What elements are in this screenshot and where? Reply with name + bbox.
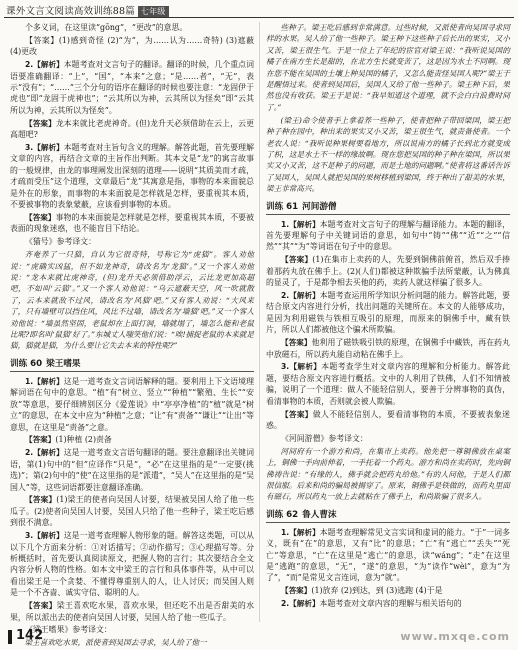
answer-tag: 2.【解析】: [25, 448, 64, 458]
paragraph-text: 《猫号》参考译文：: [25, 237, 97, 247]
answer-paragraph: [266, 290, 510, 336]
paragraph-text: 本题考查对文章内容的理解与相关语句的: [319, 599, 462, 609]
answer-tag: 1.【解析】: [25, 376, 64, 386]
translation-paragraph: [266, 115, 510, 195]
section-heading: [10, 358, 254, 372]
section-title: 河间游僧: [302, 201, 337, 212]
paragraph-text: 梁王喜欢吃水果，喜欢水果，但还吃不出是否甜美的水果，所以派出去的使者向吴国人讨要，吴国人给了他一些瓜子。: [10, 601, 254, 622]
answer-tag: 【答案】: [25, 118, 56, 128]
grade-badge: 七年级: [138, 6, 169, 17]
paragraph-text: 个多义词，在这里读“gōng”，“更改”的意思。: [25, 23, 188, 32]
answer-paragraph: [10, 434, 254, 445]
section-heading: [266, 201, 510, 215]
paragraph-text: 这是一道考查理解人物形象的题。解答这类题，可以从以下几个方面来分析：①对话描写；②动作描写；③心理描写等。分析概括时，首先要认真阅读原文，把握人物的言行；其次要结合全文内容分析人物的性格。如本文中梁王的言行和具体事件等，从中可以看出梁王是一个贪婪、不懂得尊重别人的人，让人讨厌；而吴国人则是一个不吝啬、诚实守信、聪明的人。: [10, 531, 254, 598]
answer-paragraph: [10, 142, 254, 210]
answer-paragraph: [10, 236, 254, 247]
paragraph-text: (1)梁王的使者向吴国人讨要，结果被吴国人给了他一些瓜子。(2)使者向吴国人讨要，吴国人只给了他一些种子，梁王吃后感到很不满意。: [10, 495, 255, 528]
answer-paragraph: [10, 59, 254, 116]
paragraph-text: 做人不能轻信别人，要看清事物的本质，不要被表象迷惑。: [266, 409, 510, 430]
paragraph-text: 本题考查理解常见文言实词和虚词的能力。“于”一词多义，既有“在”的意思，又有“比”的意思；“亡”有“逃亡”“丢失”“死亡”等意思，“亡”在这里是“逃亡”的意思，读“wáng”；“走”在这里是“逃跑”的意思，“无”，“遂”的意思，“为”读作“wèi”，意为“为了”，“而”是常见文言连词，意为“就”。: [266, 527, 510, 583]
answer-tag: 2.【解析】: [281, 291, 320, 301]
answer-paragraph: [10, 530, 254, 598]
book-title: [6, 3, 169, 17]
answer-paragraph: [266, 598, 510, 609]
answer-paragraph: [10, 494, 254, 528]
answer-paragraph: [266, 254, 510, 288]
watermark-logo: www.mxqe.com: [400, 630, 510, 643]
paragraph-text: 齐奄养了一只猫，自认为它很奇特，号称它为“虎猫”。客人劝他说：“虎确实凶猛，但不如龙神奇，请改名为‘龙猫’。”又一个客人劝他说：“龙本来就比虎神奇，(但)龙升天必须借助浮云，云比龙更加高超吧，不如叫‘云猫’。”又一个客人劝他说：“乌云遮蔽天空，风一吹就散了，云本来就敌不过风，请改名为‘风猫’吧。”又有客人劝说：“大风来了，只有墙壁可以挡住风，风比不过墙，请改名为‘墙猫’吧。”又一个客人劝他说：“墙虽然坚固，老鼠却在上面打洞，墙就塌了，墙怎么能和老鼠比呢?即名叫‘鼠猫’好了。”东城丈人嗤笑他们说：“唉!捕捉老鼠的本来就是猫，猫就是猫，为什么要让它失去本来的特性呢?”: [10, 250, 254, 351]
answer-tag: 【答案】: [25, 435, 56, 445]
paragraph-text: (梁王)命令使者手上拿着养一些种子，使者把种子带回梁国，梁王把种子种在园中，种出来的果实又小又苦，梁王很生气，就责备使者。一个老农人说：“我听说种果树要看地方，所以说南方的橘子长到北方就变成了枳，这是水土不一样的缘故啊。现在您把吴国的种子种在梁国，所以果实又小又苦，这不是种子的问题，而是土地的问题啊。”使者将这番话告诉了吴国人，吴国人就把吴国的果树移植到梁国，终于种出了甜美的水果，梁王非常高兴。: [266, 115, 510, 194]
section-number: 训练 60: [10, 358, 43, 369]
answer-paragraph: [266, 527, 510, 584]
header-rule: [4, 17, 514, 18]
paragraph-text: 河间府有一个游方和尚，在集市上卖药。他先把一尊铜佛放在桌案上，铜佛一手向前伸着，一手托着一个药丸。游方和尚在卖药时，先向铜佛祷告说：“有缘的人，佛手就会把药丸给他。”有的人问他，于是人们都很信服。后来和尚的骗局被揭穿了。原来，铜佛手是铁做的，而药丸里面有磁石，所以药丸一放上去就粘在了佛手上，和尚欺骗了很多人。: [266, 446, 510, 502]
paragraph-text: 本题考查运用所学知识分析问题的能力。解答此题，要结合原文内容进行分析，找出问题的关键所在。本文的人能够成功，是因为利用磁铁与铁相互吸引的原理，而原来的铜佛手中，藏有铁片，所以人们都被他这个骗术所欺骗。: [266, 291, 510, 335]
answer-paragraph: [266, 585, 510, 596]
answer-tag: 1.【解析】: [281, 219, 320, 229]
answer-tag: 【答案】: [25, 495, 57, 505]
page-marker: [8, 630, 12, 644]
answer-tag: 【答案】: [25, 213, 56, 222]
section-heading: [266, 509, 510, 523]
answer-tag: 2.【解析】: [25, 60, 64, 70]
answer-tag: 3.【解析】: [25, 531, 64, 541]
answer-paragraph: [10, 22, 254, 33]
section-number: 训练 62: [266, 509, 299, 520]
paragraph-text: (1)种植 (2)责备: [55, 435, 112, 445]
answer-paragraph: [266, 409, 510, 432]
paragraph-text: 这是一道考查文言语句翻译的题。要注意翻译出关键词语，第(1)句中的“但”应译作“只是”，“必”在这里指的是“一定要(挑选)”；第(2)句中的“使”在这里指的是“派遣”，“吴人”在这里指的是“吴国人”等，这些词语都要注意翻译准确。: [10, 448, 254, 492]
translation-paragraph: [266, 22, 510, 113]
paragraph-text: 【答案】(1)感到奇怪 (2)“为”，为……认为……奇特) (3)遮蔽 (4)更改: [10, 35, 254, 57]
paragraph-text: (1)放弃 (2)到达，到 (3)逃跑 (4)于是: [311, 586, 443, 596]
section-number: 训练 61: [266, 201, 299, 212]
answer-paragraph: [10, 600, 254, 623]
answer-tag: 【答案】: [281, 409, 313, 419]
answer-tag: 【答案】: [281, 338, 312, 348]
answer-paragraph: [266, 433, 510, 444]
paragraph-text: (1)在集市上卖药的人，先要到铜佛前俯首，然后双手捧着那药丸放在佛手上。(2)(人们)都被这种欺骗手法所蒙蔽，认为佛真的显灵了，于是都争相去买他的药，卖药人就这样骗了很多人。: [266, 255, 511, 288]
answer-paragraph: [10, 376, 254, 433]
answer-tag: 2.【解析】: [281, 599, 320, 609]
answer-paragraph: [10, 35, 254, 58]
section-title: 梁王嗜果: [46, 358, 81, 369]
section-title: 鲁人曹沫: [302, 509, 337, 520]
answer-tag: 1.【解析】: [281, 527, 320, 537]
paragraph-text: 龙本来就比老虎神奇。(但)龙升天必须借助在云上，云更高超吧?: [10, 118, 254, 140]
answer-tag: 【答案】: [281, 255, 313, 265]
answer-tag: 3.【解析】: [281, 362, 322, 372]
paragraph-text: 些种子。梁王吃后感到非常满意。过些时候，又派使者向吴国寻求同样的水果。吴人给了他一些种子。梁王种下这些种子后长出的果实，又小又苦，梁王很生气。于是一位上了年纪的宦官对梁王说：“我听说吴国的橘子在南方生长是甜的，在北方生长就变苦了，这是因为水土不同啊。现在您不能在吴国的土壤上种吴国的橘子，又怎么能责怪吴国人呢?”梁王于是醒悟过来。使者到吴国后，吴国人又给了他一些种子。梁王种下后，果然也没有收获。梁王于是说：“我早知道这个道理，就不会白白浪费时间了。”: [266, 23, 510, 112]
answer-paragraph: [266, 361, 510, 407]
right-column: [266, 22, 510, 620]
answer-tag: 3.【解析】: [25, 143, 64, 153]
paragraph-text: 本题考查对主旨句含义的理解。解答此题，首先要理解文章的内容，再结合文章的主旨作出判断。其本文是“龙”的寓言故事的一般规律，由龙的事理阐发出深刻的道理——说明“其质美而才疏，才疏而受压”这个道理，文章最后“龙”其寓意是指，事物的本来面貌总是外在的形象，而事物的本来面貌是怎样就是怎样，要重视其本质，不要被事物的表象蒙蔽，应该看到事物的本质。: [10, 143, 254, 210]
answer-tag: 【答案】: [281, 586, 312, 596]
translation-paragraph: [10, 249, 254, 352]
page-header: [0, 0, 518, 18]
column-divider: [259, 22, 260, 622]
paragraph-text: 《河间游僧》参考译文：: [281, 433, 368, 443]
paragraph-text: 本题考查对文言句子的理解与翻译能力。本题的翻译，首先要理解句子中关键词语的意思，如句中“铸”“佛”“近”“之”“信然”“其”“为”等词语在句子中的意思。: [266, 219, 510, 252]
page-footer: [0, 626, 518, 650]
paragraph-text: 梁王喜欢吃水果，派使者到吴国去寻求，吴人给了他一: [24, 638, 207, 648]
paragraph-text: 这是一道考查文言词语解释的题。要利用上下文语境理解词语在句中的意思。“植”有“树立、竖立”“种植”“繁殖、生长”“安放”等意思，要仔细辨别区分《爱莲说》中“亭亭净植”的“植”就是“树立”的意思，在本文中应为“种植”之意；“让”有“责备”“谦让”“让出”等意思，在这里是“责备”之意。: [10, 376, 254, 432]
answer-paragraph: [10, 212, 254, 235]
paragraph-text: 本题考查学生对文章内容的理解和分析能力。解答此题，要结合原文内容进行概括。文中的人利用了铁佛，人们不知情被骗，说明了一个道理：做人不能轻信别人，要善于分辨事物的真伪，看清事物的本质，否则就会被人欺骗。: [266, 362, 510, 406]
answer-paragraph: [266, 337, 510, 360]
answer-tag: 【答案】: [25, 601, 57, 611]
answer-paragraph: [266, 219, 510, 253]
book-title-text: 课外文言文阅读高效训练88篇: [6, 6, 135, 17]
paragraph-text: 事物的本来面貌是怎样就是怎样，要重视其本质，不要被表面的现象迷惑，也不能盲目下结论。: [10, 213, 254, 234]
page-number: 142: [16, 628, 44, 643]
paragraph-text: 《梁王嗜果》参考译文：: [25, 625, 112, 635]
translation-paragraph: [266, 446, 510, 503]
answer-paragraph: [10, 118, 254, 141]
answer-paragraph: [10, 447, 254, 493]
paragraph-text: 本题考查对文言句子的翻译。翻译的时候，几个重点词语要准确翻译：“上”，“国”，“本来”之意；“是……者”，“无”，表示“没有”；“……”三个分句的语序在翻译的时候也要注意：“龙固伊于虎也”即“龙固于虎神也”；“云其所以为神，云其所以为怪矣”即“云其所以为神，云其所以为怪矣”。: [10, 60, 254, 115]
paragraph-text: 他利用了磁铁吸引铁的原理，在铜佛手中藏铁，再在药丸中放磁石，所以药丸能自动粘在佛手上。: [266, 338, 510, 359]
